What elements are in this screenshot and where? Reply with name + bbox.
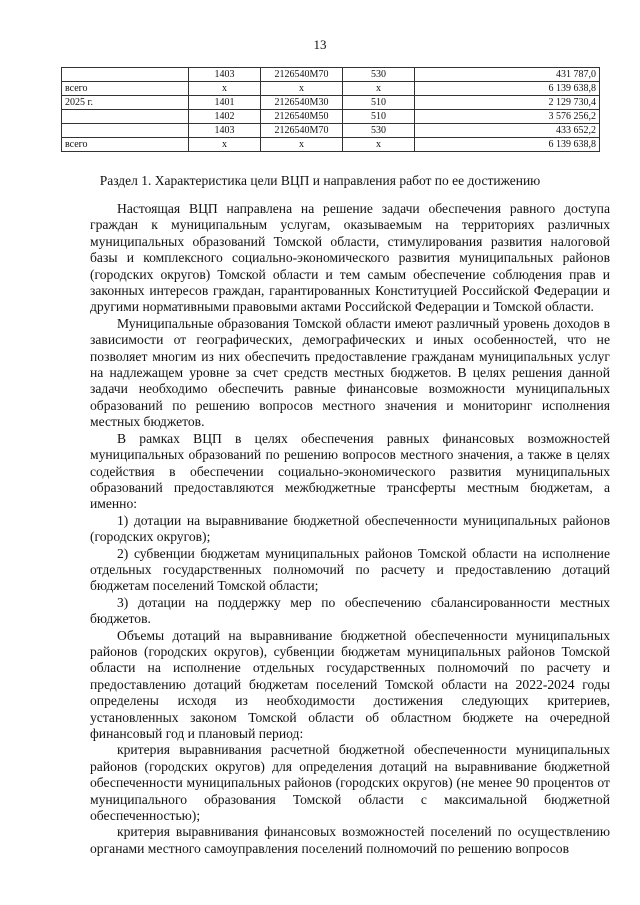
table-cell-section: 1403 <box>189 68 261 82</box>
table-row <box>62 96 600 110</box>
paragraph: критерия выравнивания расчетной бюджетной обеспеченности муниципальных районов (городских округов) для определения дотаций на выравнивание бюджетной обеспеченности муниципальных районов (городских округов) (не менее 90 процентов от муниципального образования Томской области с максимальной бюджетной обеспеченностью); <box>90 742 610 824</box>
table-cell-year <box>62 124 189 138</box>
table-row <box>62 138 600 152</box>
table-cell-year <box>62 68 189 82</box>
table-cell-code: 2126540M30 <box>261 96 343 110</box>
table-cell-code: 2126540M70 <box>261 124 343 138</box>
paragraph: критерия выравнивания финансовых возможностей поселений по осуществлению органами местного самоуправления поселений полномочий по решению вопросов <box>90 824 610 856</box>
paragraph: Объемы дотаций на выравнивание бюджетной обеспеченности муниципальных районов (городских округов), субвенции бюджетам муниципальных районов Томской области на исполнение отдельных государственных полномочий по расчету и предоставлению дотаций бюджетам поселений Томской области на 2022-2024 годы определены исходя из необходимости достижения следующих критериев, установленных законом Томской области об областном бюджете на очередной финансовый год и плановый период: <box>90 627 610 741</box>
paragraph: Муниципальные образования Томской области имеют различный уровень доходов в зависимости от географических, демографических и иных особенностей, что не позволяет многим из них обеспечить предоставление гражданам муниципальных услуг на надлежащем уровне за счет средств местных бюджетов. В целях решения данной задачи необходимо обеспечить равные финансовые возможности муниципальных образований по решению вопросов местного значения и мониторинг исполнения местных бюджетов. <box>90 315 610 430</box>
paragraph: Настоящая ВЦП направлена на решение задачи обеспечения равного доступа граждан к муниципальным услугам, оказываемым на территориях различных муниципальных образований Томской области, стимулирования развития налоговой базы и комплексного социально-экономического развития муниципальных районов (городских округов) Томской области и тем самым обеспечение соблюдения прав и законных интересов граждан, гарантированных Конституцией Российской Федерации и другими нормативными правовыми актами Российской Федерации и Томской области. <box>90 201 610 315</box>
table-cell-code: х <box>261 82 343 96</box>
table-cell-code: 2126540M50 <box>261 110 343 124</box>
table-cell-type: х <box>343 82 415 96</box>
table-cell-section: х <box>189 82 261 96</box>
table-cell-year: всего <box>62 138 189 152</box>
table-cell-type: 510 <box>343 96 415 110</box>
section-title: Раздел 1. Характеристика цели ВЦП и направления работ по ее достижению <box>99 173 541 188</box>
table-cell-type: 530 <box>343 68 415 82</box>
funding-table <box>61 67 600 152</box>
table-cell-amount: 2 129 730,4 <box>415 96 600 110</box>
table-cell-section: 1403 <box>189 124 261 138</box>
table-cell-year: всего <box>62 82 189 96</box>
table-row <box>62 68 600 82</box>
table-cell-section: х <box>189 138 261 152</box>
table-cell-amount: 6 139 638,8 <box>415 138 600 152</box>
paragraph: 2) субвенции бюджетам муниципальных районов Томской области на исполнение отдельных государственных полномочий по расчету и предоставлению дотаций бюджетам поселений Томской области; <box>90 545 610 594</box>
table-row <box>62 110 600 124</box>
paragraph: В рамках ВЦП в целях обеспечения равных финансовых возможностей муниципальных образований по решению вопросов местного значения, а также в целях содействия в обеспечении социально-экономического развития муниципальных образований предоставляются межбюджетные трансферты местным бюджетам, а именно: <box>90 430 610 512</box>
page-number: 13 <box>313 37 327 52</box>
table-cell-amount: 3 576 256,2 <box>415 110 600 124</box>
table-cell-year <box>62 110 189 124</box>
body-text <box>90 201 610 857</box>
paragraph: 3) дотации на поддержку мер по обеспечению сбалансированности местных бюджетов. <box>90 594 610 627</box>
table-cell-type: х <box>343 138 415 152</box>
table-cell-code: х <box>261 138 343 152</box>
table-cell-section: 1402 <box>189 110 261 124</box>
table-cell-year: 2025 г. <box>62 96 189 110</box>
table-row <box>62 82 600 96</box>
table-cell-amount: 6 139 638,8 <box>415 82 600 96</box>
table-cell-type: 530 <box>343 124 415 138</box>
table-cell-section: 1401 <box>189 96 261 110</box>
table-cell-code: 2126540M70 <box>261 68 343 82</box>
table-cell-amount: 431 787,0 <box>415 68 600 82</box>
table-cell-type: 510 <box>343 110 415 124</box>
paragraph: 1) дотации на выравнивание бюджетной обеспеченности муниципальных районов (городских округов); <box>90 512 610 545</box>
table-row <box>62 124 600 138</box>
table-cell-amount: 433 652,2 <box>415 124 600 138</box>
